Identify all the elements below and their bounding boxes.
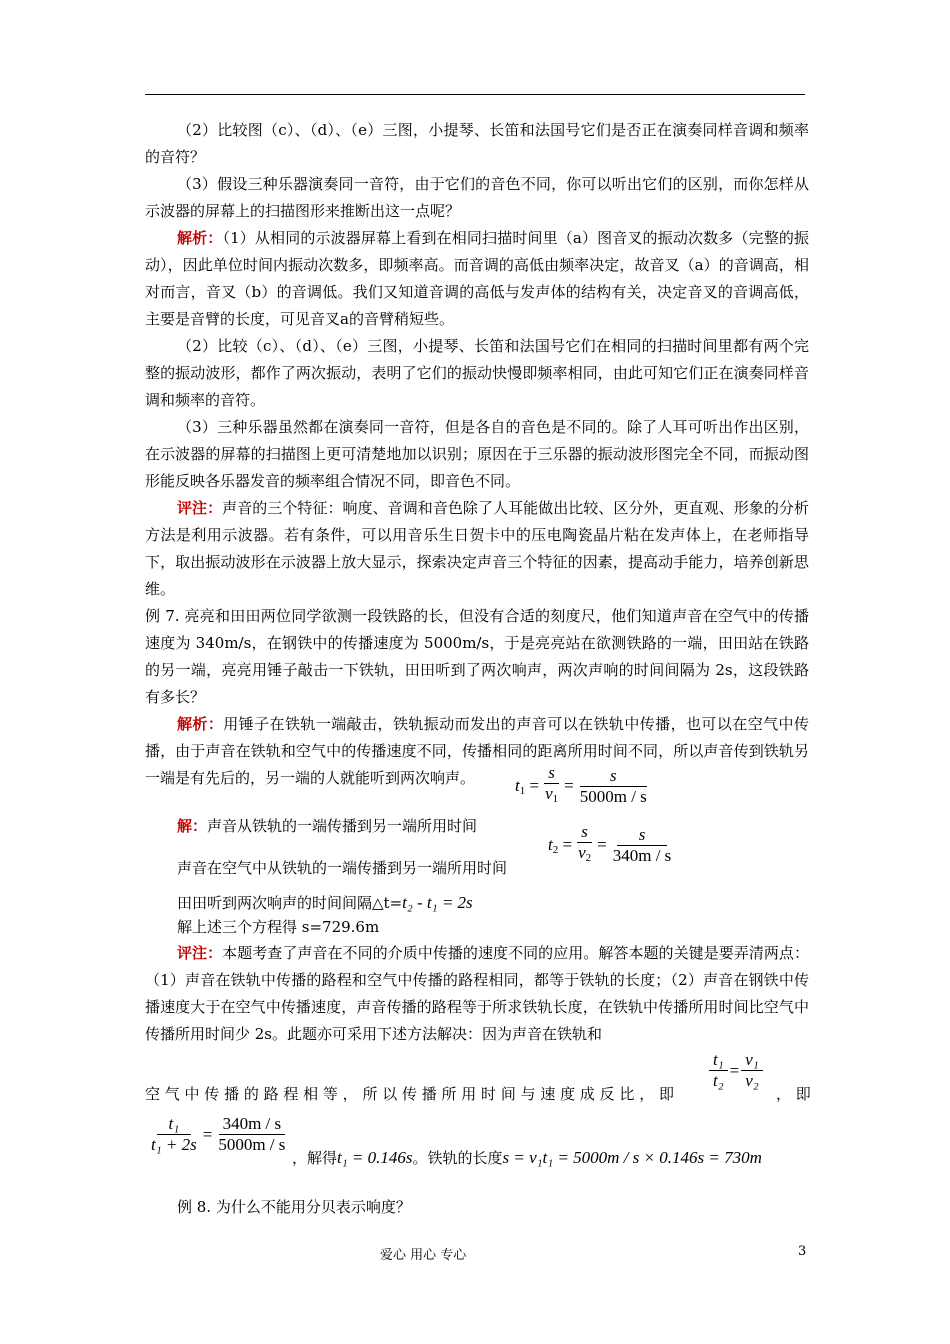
analysis-7-label: 解析： xyxy=(177,715,224,733)
comment-7-label: 评注： xyxy=(177,944,223,962)
comment-label: 评注： xyxy=(177,499,223,517)
solution-label: 解： xyxy=(177,817,208,835)
comment-7-line-3: ，解得t₁ = 0.146s。铁轨的长度s = v₁t₁ = 5000m / s × 0.146s = 730m xyxy=(292,1148,762,1167)
equation-delta-t: t₂ - t₁ = 2s xyxy=(402,893,473,912)
question-2: （2）比较图（c）、（d）、（e）三图，小提琴、长笛和法国号它们是否正在演奏同样音调和频率的音符？ xyxy=(145,121,809,166)
comment-7 xyxy=(145,940,809,1048)
page-number: 3 xyxy=(798,1244,807,1259)
comment-7-line-2: 空 气 中 传 播 的 路 程 相 等 ， 所 以 传 播 所 用 时 间 与 速 度 成 反 比 ， 即 xyxy=(145,1085,674,1103)
example-7: 例 7. 亮亮和田田两位同学欲测一段铁路的长，但没有合适的刻度尺，他们知道声音在空气中的传播速度为 340m/s，在钢铁中的传播速度为 5000m/s，于是亮亮站在欲测铁路的一端，田田站在铁路的另一端，亮亮用锤子敲击一下铁轨，田田听到了两次响声，两次声响的时间间隔为 2s，这段铁路有多长？ xyxy=(145,607,809,706)
example-8: 例 8. 为什么不能用分贝表示响度？ xyxy=(177,1198,411,1216)
analysis-1-text: （1）从相同的示波器屏幕上看到在相同扫描时间里（a）图音叉的振动次数多（完整的振动），因此单位时间内振动次数多，即频率高。而音调的高低由频率决定，故音叉（a）的音调高，相对而言，音叉（b）的音调低。我们又知道音调的高低与发声体的结构有关，决定音叉的音调高低，主要是音臂的长度，可见音叉a的音臂稍短些。 xyxy=(145,229,809,328)
solution-line-2: 声音在空气中从铁轨的一端传播到另一端所用时间 xyxy=(177,859,508,877)
analysis-7 xyxy=(145,711,809,792)
header-rule xyxy=(145,94,805,95)
analysis-1 xyxy=(145,225,809,333)
solution-line-1: 解：声音从铁轨的一端传播到另一端所用时间 xyxy=(177,817,478,835)
equation-t1: $t_1$ = $\frac{s}{v_1}$ = $\frac{s}{5000m / s}$ xyxy=(515,763,647,806)
equation-length: s = v₁t₁ = 5000m / s × 0.146s = 730m xyxy=(502,1148,762,1167)
analysis-label: 解析： xyxy=(177,229,223,247)
solution-line-3: 田田听到两次响声的时间间隔△t=t₂ - t₁ = 2s xyxy=(177,893,473,912)
equation-t2: $t_2$ = $\frac{s}{v_2}$ = $\frac{s}{340m / s}$ xyxy=(548,822,672,865)
comment-7-line-2-end: ， 即 xyxy=(776,1085,811,1103)
analysis-2: （2）比较（c）、（d）、（e）三图，小提琴、长笛和法国号它们在相同的扫描时间里都有两个完整的振动波形，都作了两次振动，表明了它们的振动快慢即频率相同，由此可知它们正在演奏同样音调和频率的音符。 xyxy=(145,337,809,409)
footer-motto: 爱心 用心 专心 xyxy=(380,1248,467,1263)
equation-t1-value: t₁ = 0.146s xyxy=(337,1148,413,1167)
question-3: （3）假设三种乐器演奏同一音符，由于它们的音色不同，你可以听出它们的区别，而你怎样从示波器的屏幕上的扫描图形来推断出这一点呢？ xyxy=(145,175,809,220)
comment-1-text: 声音的三个特征：响度、音调和音色除了人耳能做出比较、区分外，更直观、形象的分析方法是利用示波器。若有条件，可以用音乐生日贺卡中的压电陶瓷晶片粘在发声体上，在老师指导下，取出振动波形在示波器上放大显示，探索决定声音三个特征的因素，提高动手能力，培养创新思维。 xyxy=(145,499,809,598)
analysis-7-text: 用锤子在铁轨一端敲击，铁轨振动而发出的声音可以在铁轨中传播，也可以在空气中传播，由于声音在铁轨和空气中的传播速度不同，传播相同的距离所用时间不同，所以声音传到铁轨另一端是有先后的，另一端的人就能听到两次响声。 xyxy=(145,715,809,787)
analysis-3: （3）三种乐器虽然都在演奏同一音符，但是各自的音色是不同的。除了人耳可听出作出区别，在示波器的屏幕的扫描图上更可清楚地加以识别；原因在于三乐器的振动波形图完全不同，而振动图形能反映各乐器发音的频率组合情况不同，即音色不同。 xyxy=(145,418,809,490)
comment-7-text: 本题考查了声音在不同的介质中传播的速度不同的应用。解答本题的关键是要弄清两点：（1）声音在铁轨中传播的路程和空气中传播的路程相同，都等于铁轨的长度；（2）声音在钢铁中传播速度大于在空气中传播速度，声音传播的路程等于所求铁轨长度，在铁轨中传播所用时间比空气中传播所用时间少 2s。此题亦可采用下述方法解决：因为声音在铁轨和 xyxy=(145,944,809,1043)
comment-1 xyxy=(145,495,809,603)
equation-proportion: $\frac{\text{t₁}}{\text{t₁ + 2s}}$ = $\frac{340m / s}{5000m / s}$ xyxy=(151,1114,286,1154)
equation-ratio: $\frac{\text{t₁}}{\text{t₂}}$ = $\frac{\text{v₁}}{\text{v₂}}$ xyxy=(707,1050,765,1091)
solution-line-4: 解上述三个方程得 s=729.6m xyxy=(177,918,380,936)
